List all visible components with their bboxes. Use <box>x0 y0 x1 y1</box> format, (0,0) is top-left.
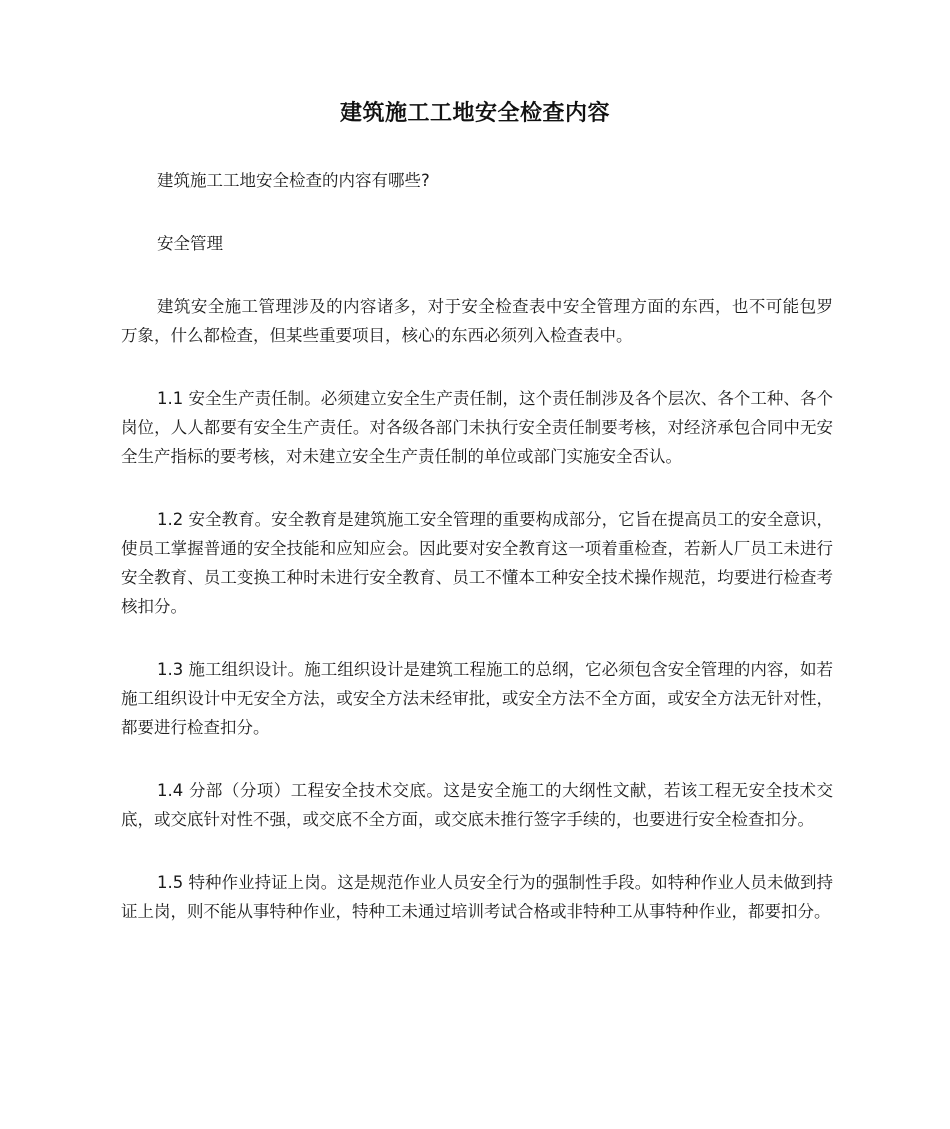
paragraph-item-1-4: 1.4 分部（分项）工程安全技术交底。这是安全施工的大纲性文献，若该工程无安全技术交底，或交底针对性不强，或交底不全方面，或交底未推行签字手续的，也要进行安全检查扣分。 <box>121 781 833 829</box>
paragraph-intro: 建筑安全施工管理涉及的内容诸多，对于安全检查表中安全管理方面的东西，也不可能包罗万象，什么都检查，但某些重要项目，核心的东西必须列入检查表中。 <box>121 297 833 345</box>
document-body <box>121 166 833 960</box>
document-title: 建筑施工工地安全检查内容 <box>339 101 610 126</box>
paragraph-question: 建筑施工工地安全检查的内容有哪些? <box>157 171 430 190</box>
paragraph-section-heading: 安全管理 <box>157 234 223 253</box>
paragraph-item-1-1: 1.1 安全生产责任制。必须建立安全生产责任制，这个责任制涉及各个层次、各个工种、各个岗位，人人都要有安全生产责任。对各级各部门未执行安全责任制要考核，对经济承包合同中无安全生产指标的要考核，对未建立安全生产责任制的单位或部门实施安全否认。 <box>121 389 833 466</box>
paragraph-item-1-3: 1.3 施工组织设计。施工组织设计是建筑工程施工的总纲，它必须包含安全管理的内容，如若施工组织设计中无安全方法，或安全方法未经审批，或安全方法不全方面，或安全方法无针对性，都要进行检查扣分。 <box>121 660 833 737</box>
paragraph-item-1-5: 1.5 特种作业持证上岗。这是规范作业人员安全行为的强制性手段。如特种作业人员未做到持证上岗，则不能从事特种作业，特种工未通过培训考试合格或非特种工从事特种作业，都要扣分。 <box>121 873 833 921</box>
paragraph-item-1-2: 1.2 安全教育。安全教育是建筑施工安全管理的重要构成部分，它旨在提高员工的安全意识，使员工掌握普通的安全技能和应知应会。因此要对安全教育这一项着重检查，若新人厂员工未进行安全教育、员工变换工种时未进行安全教育、员工不懂本工种安全技术操作规范，均要进行检查考核扣分。 <box>121 510 833 616</box>
